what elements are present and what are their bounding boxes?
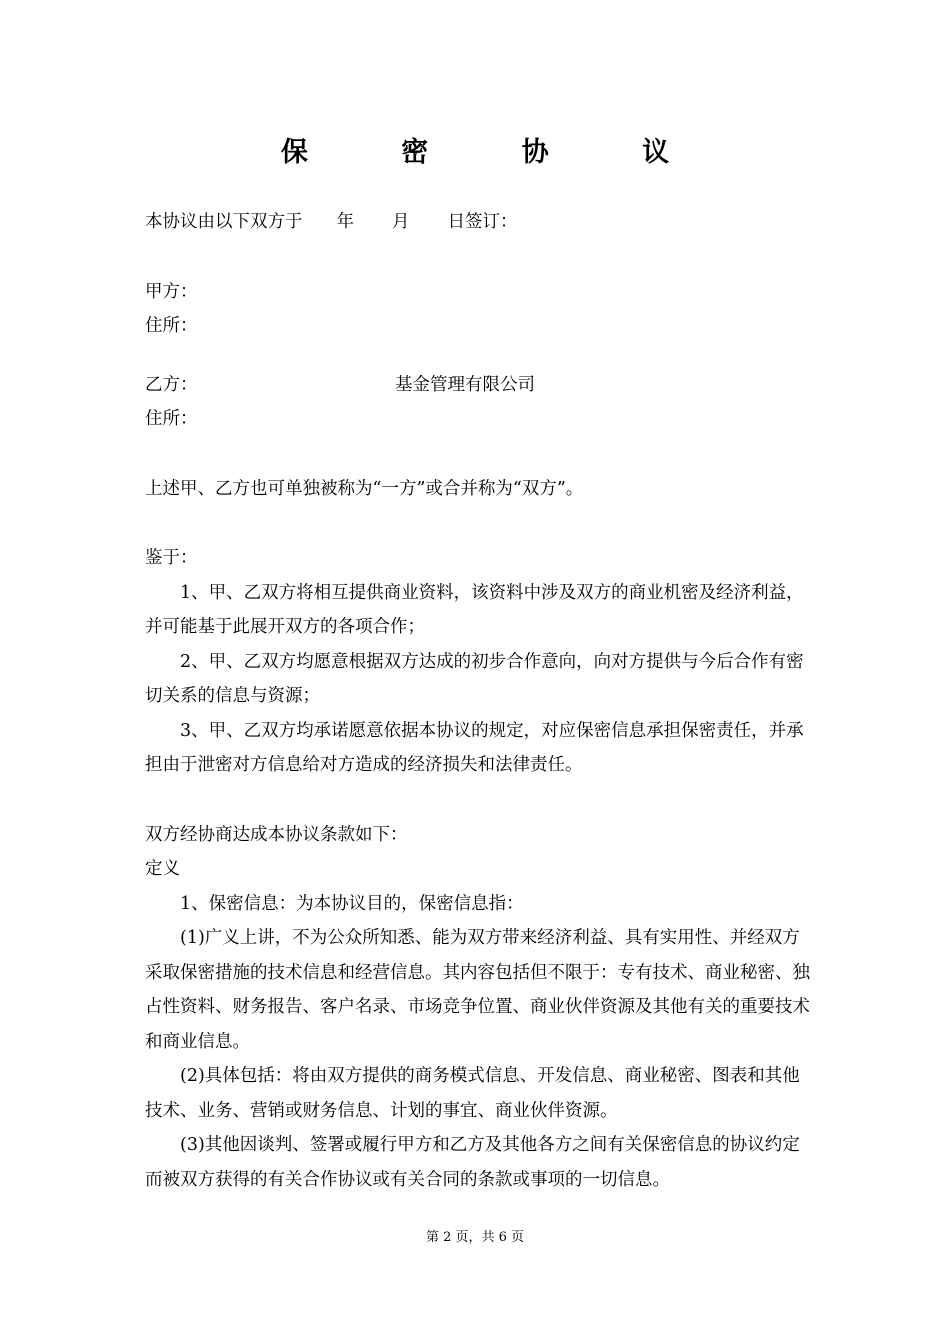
whereas-item-2: 2、甲、乙双方均愿意根据双方达成的初步合作意向，向对方提供与今后合作有密切关系的信息与资源； bbox=[145, 651, 804, 706]
definitions-heading: 定义 bbox=[145, 859, 180, 879]
whereas-item-1: 1、甲、乙双方将相互提供商业资料，该资料中涉及双方的商业机密及经济利益，并可能基于此展开双方的各项合作； bbox=[145, 582, 804, 637]
document-body bbox=[145, 205, 810, 1197]
party-a-label: 甲方： bbox=[145, 281, 198, 302]
party-a-address-label: 住所： bbox=[145, 316, 198, 336]
party-b-address-label: 住所： bbox=[145, 409, 198, 429]
party-b-line bbox=[145, 368, 810, 403]
signing-date-month: 月 bbox=[392, 212, 410, 232]
definition-item-1: 1、保密信息：为本协议目的，保密信息指： bbox=[180, 893, 524, 914]
party-b-name: 基金管理有限公司 bbox=[395, 374, 535, 395]
signing-date-year: 年 bbox=[336, 212, 354, 232]
agreement-intro: 双方经协商达成本协议条款如下： bbox=[145, 824, 408, 845]
definition-sub-item-2: (2)具体包括：将由双方提供的商务模式信息、开发信息、商业秘密、图表和其他技术、业务、营销或财务信息、计划的事宜、商业伙伴资源。 bbox=[145, 1066, 800, 1121]
definition-sub-item-1: (1)广义上讲，不为公众所知悉、能为双方带来经济利益、具有实用性、并经双方采取保密措施的技术信息和经营信息。其内容包括但不限于：专有技术、商业秘密、独占性资料、财务报告、客户名录、市场竞争位置、商业伙伴资源及其他有关的重要技术和商业信息。 bbox=[145, 928, 810, 1052]
signing-date-day: 日签订： bbox=[447, 212, 518, 232]
signing-date-prefix: 本协议由以下双方于 bbox=[145, 212, 303, 232]
whereas-heading: 鉴于： bbox=[145, 548, 198, 568]
page-footer: 第 2 页，共 6 页 bbox=[425, 1230, 525, 1245]
signing-date-line bbox=[145, 205, 810, 240]
collective-term-paragraph: 上述甲、乙方也可单独被称为“一方”或合并称为“双方”。 bbox=[145, 478, 584, 499]
document-title: 保 密 协 议 bbox=[280, 137, 712, 168]
definition-sub-item-3: (3)其他因谈判、签署或履行甲方和乙方及其他各方之间有关保密信息的协议约定而被双方获得的有关合作协议或有关合同的条款或事项的一切信息。 bbox=[145, 1135, 800, 1190]
whereas-item-3: 3、甲、乙双方均承诺愿意依据本协议的规定，对应保密信息承担保密责任，并承担由于泄密对方信息给对方造成的经济损失和法律责任。 bbox=[145, 720, 804, 775]
party-b-label: 乙方： bbox=[145, 374, 198, 395]
